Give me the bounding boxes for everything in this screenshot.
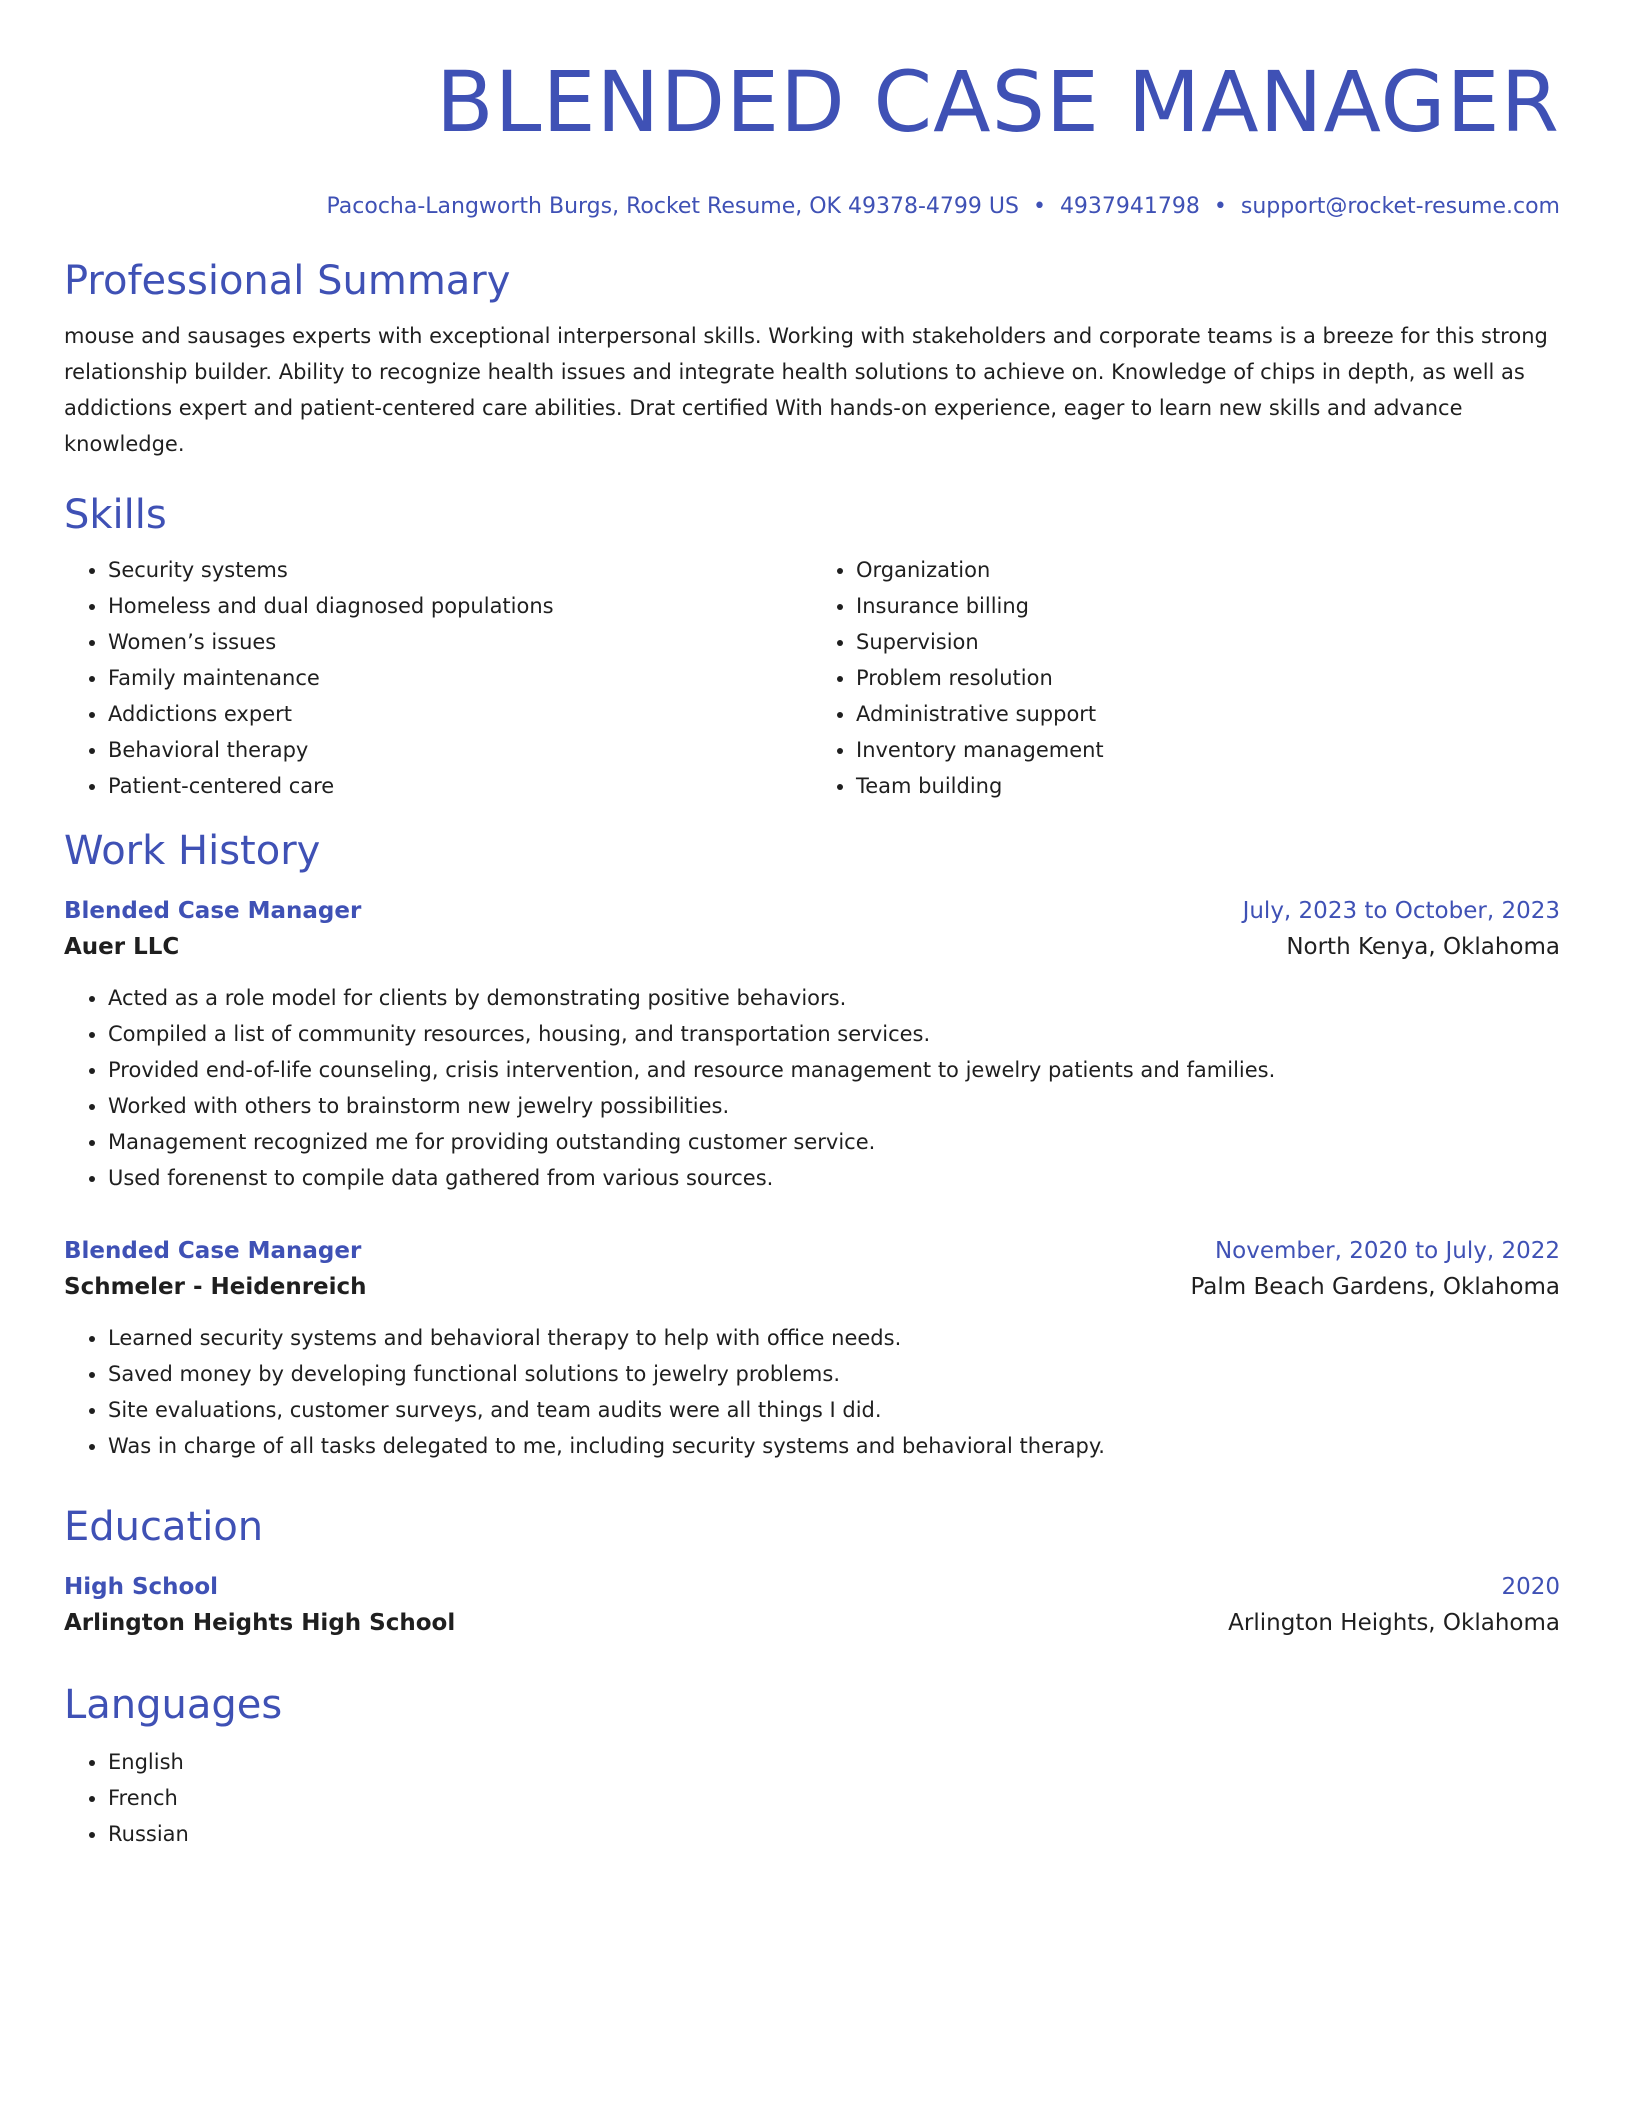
job-dates: November, 2020 to July, 2022 <box>1214 1238 1560 1264</box>
job-bullet: • Learned security systems and behavioral therapy to help with office needs. <box>108 1320 1560 1356</box>
languages-list <box>64 1744 1560 1852</box>
job-bullets <box>64 1320 1560 1464</box>
job-bullet: • Compiled a list of community resources, housing, and transportation services. <box>108 1016 1560 1052</box>
job-bullet: • Saved money by developing functional solutions to jewelry problems. <box>108 1356 1560 1392</box>
job-dates: July, 2023 to October, 2023 <box>1242 898 1560 924</box>
language-item: • French <box>108 1780 1560 1816</box>
languages-heading: Languages <box>64 1682 283 1728</box>
skill-item: • Problem resolution <box>856 660 1560 696</box>
contact-line <box>64 192 1560 222</box>
skills-column-right <box>812 552 1560 804</box>
language-item: • Russian <box>108 1816 1560 1852</box>
job-bullet: • Acted as a role model for clients by demonstrating positive behaviors. <box>108 980 1560 1016</box>
skill-item: • Inventory management <box>856 732 1560 768</box>
phone: 4937941798 <box>1059 194 1200 219</box>
job-entry <box>64 894 1560 1196</box>
summary-heading: Professional Summary <box>64 258 511 304</box>
job-bullets <box>64 980 1560 1196</box>
job-bullet: • Management recognized me for providing outstanding customer service. <box>108 1124 1560 1160</box>
skill-item: • Addictions expert <box>108 696 812 732</box>
skill-item: • Organization <box>856 552 1560 588</box>
skill-item: • Women’s issues <box>108 624 812 660</box>
email: support@rocket-resume.com <box>1240 194 1560 219</box>
job-bullet: • Was in charge of all tasks delegated to me, including security systems and behavioral therapy. <box>108 1428 1560 1464</box>
education-school: Arlington Heights High School <box>64 1610 456 1636</box>
skill-item: • Homeless and dual diagnosed populations <box>108 588 812 624</box>
job-bullet: • Worked with others to brainstorm new jewelry possibilities. <box>108 1088 1560 1124</box>
separator-dot: • <box>1213 194 1227 219</box>
skill-item: • Patient-centered care <box>108 768 812 804</box>
skill-item: • Team building <box>856 768 1560 804</box>
job-location: North Kenya, Oklahoma <box>1286 934 1560 960</box>
address: Pacocha-Langworth Burgs, Rocket Resume, OK 49378-4799 US <box>326 194 1019 219</box>
education-location: Arlington Heights, Oklahoma <box>1228 1610 1560 1636</box>
summary-text: mouse and sausages experts with exceptional interpersonal skills. Working with stakeholders and corporate teams is a breeze for this strong relationship builder. Ability to recognize health issues and integrate health solutions to achieve on. Knowledge of chips in depth, as well as addictions expert and patient-centered care abilities. Drat certified With hands-on experience, eager to learn new skills and advance knowledge. <box>64 324 1548 456</box>
skill-item: • Family maintenance <box>108 660 812 696</box>
job-entry <box>64 1234 1560 1464</box>
skill-item: • Administrative support <box>856 696 1560 732</box>
skills-column-left <box>64 552 812 804</box>
job-title: Blended Case Manager <box>64 898 362 924</box>
job-bullet: • Provided end-of-life counseling, crisis intervention, and resource management to jewelry patients and families. <box>108 1052 1560 1088</box>
job-location: Palm Beach Gardens, Oklahoma <box>1190 1274 1560 1300</box>
education-heading: Education <box>64 1504 264 1550</box>
education-degree: High School <box>64 1574 219 1600</box>
job-title: Blended Case Manager <box>64 1238 362 1264</box>
language-item: • English <box>108 1744 1560 1780</box>
education-entry <box>64 1570 1560 1642</box>
job-company: Auer LLC <box>64 934 180 960</box>
skill-item: • Security systems <box>108 552 812 588</box>
job-company: Schmeler - Heidenreich <box>64 1274 367 1300</box>
separator-dot: • <box>1032 194 1046 219</box>
resume-title: BLENDED CASE MANAGER <box>436 53 1560 151</box>
skill-item: • Behavioral therapy <box>108 732 812 768</box>
job-bullet: • Used forenenst to compile data gathered from various sources. <box>108 1160 1560 1196</box>
skill-item: • Insurance billing <box>856 588 1560 624</box>
skill-item: • Supervision <box>856 624 1560 660</box>
skills-heading: Skills <box>64 492 167 538</box>
skills-list <box>64 552 1560 804</box>
work-history-heading: Work History <box>64 828 321 874</box>
job-bullet: • Site evaluations, customer surveys, and team audits were all things I did. <box>108 1392 1560 1428</box>
education-year: 2020 <box>1501 1574 1560 1600</box>
resume-page <box>64 52 1560 1852</box>
